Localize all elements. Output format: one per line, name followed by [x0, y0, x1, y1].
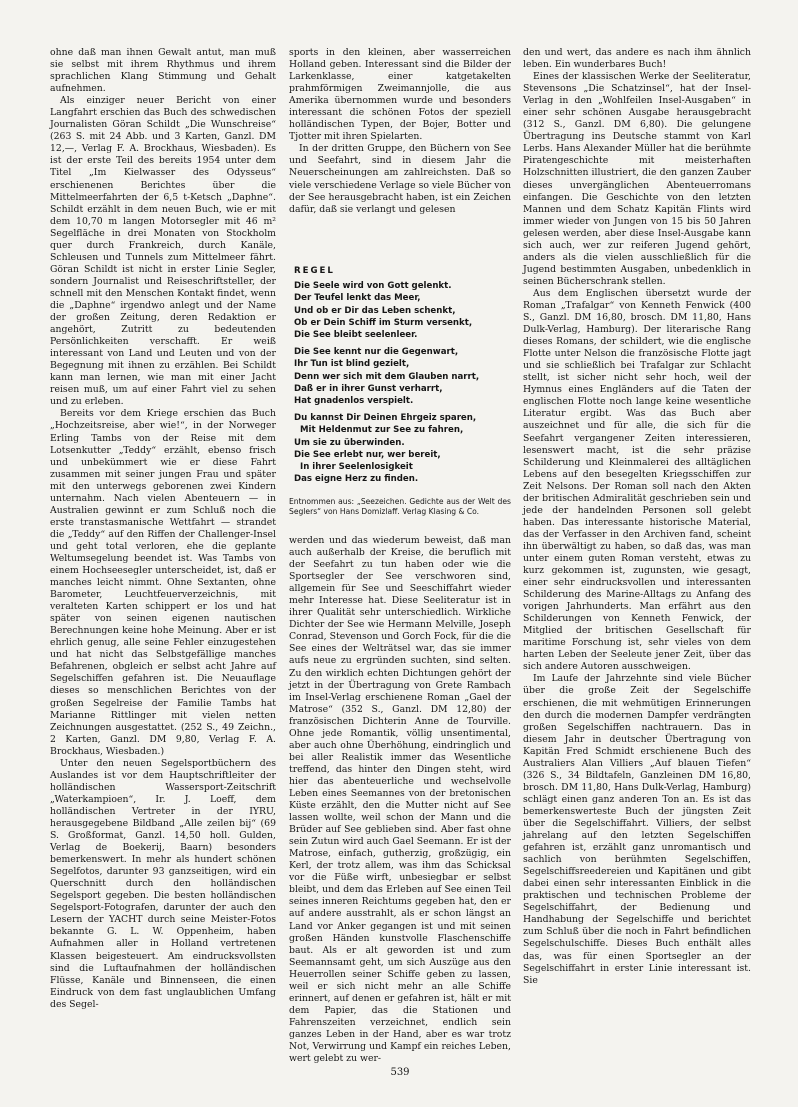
poem-line: Die See erlebt nur, wer bereit, — [294, 449, 441, 460]
poem-line: Denn wer sich mit dem Glauben narrt, — [294, 371, 480, 382]
poem-line: Die See kennt nur die Gegenwart, — [294, 347, 459, 358]
paragraph: Als einziger neuer Bericht von einer Langfahrt erschien das Buch des schwedischen Journalisten Göran Schildt „Die Wunschreise“ (263 S. mit 24 Abb. und 3 Karten, Ganzl. DM 12,—, Verlag F. A. Brockhaus, Wiesbaden). Es ist der erste Teil des bereits 1954 unter dem Titel „Im Kielwasser des Odysseus“ erschienenen Berichtes über die Mittelmeerfahrten der 6,5 t-Ketsch „Daphne“. Schildt erzählt in dem neuen Buch, wie er mit dem 10,70 m langen Motorsegler mit 46 m² Segelfläche in drei Monaten von Stockholm quer durch Frankreich, durch Kanäle, Schleusen und Tunnels zum Mittelmeer fährt. Göran Schildt ist nicht in erster Linie Segler, sondern Journalist und Reiseschriftsteller, der schnell mit den Menschen Kontakt findet, wenn die „Daphne“ irgendwo anlegt und der Name der großen Zeitung, deren Redaktion er angehört, Zutritt zu bedeutenden Persönlichkeiten verschafft. Er weiß interessant von Land und Leuten und von der Begegnung mit ihnen zu erzählen. Bei Schildt kann man lernen, wie man mit einer Jacht reisen muß, um auf einer Fahrt viel zu sehen und zu erleben. — [50, 95, 276, 408]
poem-line: Daß er in ihrer Gunst verharrt, — [294, 383, 443, 394]
paragraph: werden und das wiederum beweist, daß man auch außerhalb der Kreise, die beruflich mit der Seefahrt zu tun haben oder wie die Sportsegler der See verschworen sind, allgemein für See und Seeschiffahrt wieder mehr Interesse hat. Diese Seeliteratur ist in ihrer Qualität sehr unterschiedlich. Wirkliche Dichter der See wie Hermann Melville, Joseph Conrad, Stevenson und Gorch Fock, für die die See eines der Welträtsel war, das sie immer aufs neue zu ergründen suchten, sind selten. Zu den wirklich echten Dichtungen gehört der jetzt in der Übertragung von Grete Rambach im Insel-Verlag erschienene Roman „Gael der Matrose“ (352 S., Ganzl. DM 12,80) der französischen Dichterin Anne de Tourville. Ohne jede Romantik, völlig unsentimental, aber auch ohne Überhöhung, eindringlich und bei aller Realistik immer das Wesentliche treffend, das hinter den Dingen steht, wird hier das abenteuerliche und wechselvolle Leben eines Seemannes von der bretonischen Küste erzählt, den die Mutter nicht auf See lassen wollte, weil schon der Mann und die Brüder auf See geblieben sind. Aber fast ohne sein Zutun wird auch Gael Seemann. Er ist der Matrose, einfach, gutherzig, großzügig, ein Kerl, der trotz allem, was ihm das Schicksal vor die Füße wirft, unbesiegbar er selbst bleibt, und dem das Erleben auf See einen Teil seines inneren Reichtums gegeben hat, den er auf andere ausstrahlt, als er schon längst an Land vor Anker gegangen ist und mit seinen großen Händen kunstvolle Flaschenschiffe baut. Als er alt geworden ist und zum Seemannsamt geht, um sich Auszüge aus den Heuerrollen seiner Schiffe geben zu lassen, weil er sich nicht mehr an alle Schiffe erinnert, auf denen er gefahren ist, hält er mit dem Papier, das die Stationen und Fahrenszeiten verzeichnet, endlich sein ganzes Leben in der Hand, aber es war trotz Not, Verwirrung und Kampf ein reiches Leben, wert gelebt zu wer- — [289, 535, 511, 1065]
poem-line: Das eigne Herz zu finden. — [294, 474, 419, 485]
poem-line: Um sie zu überwinden. — [294, 437, 405, 448]
paragraph: Eines der klassischen Werke der Seeliteratur, Stevensons „Die Schatzinsel“, hat der Insel-Verlag in den „Wohlfeilen Insel-Ausgaben“ in einer sehr schönen Ausgabe herausgebracht (312 S., Ganzl. DM 6,80). Die gelungene Übertragung ins Deutsche stammt von Karl Lerbs. Hans Alexander Müller hat die berühmte Piratengeschichte mit meisterhaften Holzschnitten illustriert, die den ganzen Zauber dieses unvergänglichen Abenteuerromans einfangen. Die Geschichte von den letzten Mannen und dem Schatz Kapitän Flints wird immer wieder von Jungen von 15 bis 50 Jahren gelesen werden, aber diese Insel-Ausgabe kann sich auch, wer zur reiferen Jugend gehört, anders als die vielen ausschließlich für die Jugend bestimmten Ausgaben, unbedenklich in seinen Bücherschrank stellen. — [523, 71, 751, 287]
poem-line: Ob er Dein Schiff im Sturm versenkt, — [294, 317, 473, 328]
poem-line: Du kannst Dir Deinen Ehrgeiz sparen, — [294, 413, 477, 424]
paragraph: Aus dem Englischen übersetzt wurde der Roman „Trafalgar“ von Kenneth Fenwick (400 S., Ganzl. DM 16,80, brosch. DM 11,80, Hans Dulk-Verlag, Hamburg). Der literarische Rang dieses Romans, der schildert, wie die englische Flotte unter Nelson die französische Flotte jagt und sie schließlich bei Trafalgar zur Schlacht stellt, ist sicher nicht sehr hoch, weil der Hymnus eines Engländers auf die Taten der englischen Flotte noch lange keine wesentliche Literatur ergibt. Was das Buch aber auszeichnet und für alle, die sich für die Seefahrt vergangener Zeiten interessieren, lesenswert macht, ist die sehr präzise Schilderung und Kleinmalerei des alltäglichen Lebens auf den besegelten Kriegsschiffen zur Zeit Nelsons. Der Roman soll nach den Akten der britischen Admiralität geschrieben sein und jede der handelnden Personen soll gelebt haben. Das interessante historische Material, das der Verfasser in den Archiven fand, scheint ihn überwältigt zu haben, so daß das, was man unter einem guten Roman versteht, etwas zu kurz gekommen ist, zugunsten, wie gesagt, einer sehr eindrucksvollen und interessanten Schilderung des Marine-Alltags zu Anfang des vorigen Jahrhunderts. Man erfährt aus den Schilderungen von Kenneth Fenwick, der Mitglied der britischen Gesellschaft für maritime Forschung ist, sehr vieles von dem harten Leben der Seeleute jener Zeit, über das sich andere Autoren ausschweigen. — [523, 287, 751, 673]
paragraph: Bereits vor dem Kriege erschien das Buch „Hochzeitsreise, aber wie!“, in der Norweger Erling Tambs von der Reise mit dem Lotsenkutter „Teddy“ erzählt, ebenso frisch und unbekümmert wie er diese Fahrt zusammen mit seiner jungen Frau und später mit den unterwegs geborenen zwei Kindern unternahm. Nach vielen Abenteuern — in Australien gewinnt er zum Schluß noch die erste transtasmanische Wettfahrt — strandet die „Teddy“ auf den Riffen der Challenger-Insel und geht total verloren, ehe die geplante Weltumsegelung beendet ist. Was Tambs von einem Hochseesegler unterscheidet, ist, daß er manches leicht nimmt. Ohne Sextanten, ohne Barometer, Leuchtfeuerverzeichnis, mit veralteten Karten schippert er los und hat später von seinen eigenen nautischen Berechnungen keine hohe Meinung. Aber er ist ehrlich genug, alle seine Fehler einzugestehen und hat nicht das Selbstgefällige manches Befahrenen, obgleich er selbst acht Jahre auf Segelschiffen gefahren ist. Die Neuauflage dieses so menschlichen Berichtes von der großen Segelreise der Familie Tambs hat Marianne Rittlinger mit vielen netten Zeichnungen ausgestattet. (252 S., 49 Zeichn., 2 Karten, Ganzl. DM 9,80, Verlag F. A. Brockhaus, Wiesbaden.) — [50, 408, 276, 757]
poem-line: Ihr Tun ist blind gezielt, — [294, 359, 410, 370]
poem-stanza — [294, 280, 506, 341]
paragraph: Unter den neuen Segelsportbüchern des Auslandes ist vor dem Hauptschriftleiter der holländischen Wassersport-Zeitschrift „Waterkampioen“, Ir. J. Loeff, dem holländischen Vertreter in der IYRU, herausgegebene Bildband „Alle zeilen bij“ (69 S. Großformat, Ganzl. 14,50 holl. Gulden, Verlag de Boekerij, Baarn) besonders bemerkenswert. In mehr als hundert schönen Segelfotos, darunter 93 ganzseitigen, wird ein Querschnitt durch den holländischen Segelsport gegeben. Die besten holländischen Segelsport-Fotografen, darunter der auch den Lesern der YACHT durch seine Meister-Fotos bekannte G. L. W. Oppenheim, haben Aufnahmen aller in Holland vertretenen Klassen beigesteuert. Am eindrucksvollsten sind die Luftaufnahmen der holländischen Flüsse, Kanäle und Binnenseen, die einen Eindruck von dem fast unglaublichen Umfang des Segel- — [50, 757, 276, 1010]
paragraph: In der dritten Gruppe, den Büchern von See und Seefahrt, sind in diesem Jahr die Neuerscheinungen am zahlreichsten. Daß so viele verschiedene Verlage so viele Bücher von der See herausgebracht haben, ist ein Zeichen dafür, daß sie verlangt und gelesen — [289, 143, 511, 215]
poem-box — [294, 265, 506, 497]
column-2-lower — [289, 535, 511, 1065]
page-number: 539 — [390, 1067, 410, 1078]
poem-line: Die See bleibt seelenleer. — [294, 330, 418, 341]
paragraph: sports in den kleinen, aber wasserreichen Holland geben. Interessant sind die Bilder der Larkenklasse, einer katgetakelten prahmförmigen Zweimannjolle, die aus Amerika übernommen wurde und besonders interessant die schönen Fotos der speziell holländischen Typen, der Bojer, Botter und Tjotter mit ihren Spielarten. — [289, 47, 511, 143]
paragraph: den und wert, das andere es nach ihm ähnlich leben. Ein wunderbares Buch! — [523, 47, 751, 71]
poem-line: Der Teufel lenkt das Meer, — [294, 293, 421, 304]
column-2-upper — [289, 47, 511, 251]
poem-line: Hat gnadenlos verspielt. — [294, 396, 414, 407]
poem-source: Entnommen aus: „Seezeichen. Gedichte aus der Welt des Seglers“ von Hans Domizlaff. Verlag Klasing & Co. — [289, 497, 511, 516]
column-3 — [523, 47, 751, 1053]
poem-line: Die Seele wird von Gott gelenkt. — [294, 281, 452, 292]
poem-stanza — [294, 346, 506, 407]
poem-line: Und ob er Dir das Leben schenkt, — [294, 305, 456, 316]
column-2 — [289, 47, 511, 1065]
paragraph: ohne daß man ihnen Gewalt antut, man muß sie selbst mit ihrem Rhythmus und ihrem sprachlichen Klang Stimmung und Gehalt aufnehmen. — [50, 47, 276, 95]
poem-stanza — [294, 412, 506, 485]
column-1 — [50, 47, 276, 1053]
poem-line: In ihrer Seelenlosigkeit — [300, 462, 413, 473]
paragraph: Im Laufe der Jahrzehnte sind viele Bücher über die große Zeit der Segelschiffe erschienen, die mit wehmütigen Erinnerungen den durch die modernen Dampfer verdrängten großen Segelschiffen nachtrauern. Das in diesem Jahr in deutscher Übertragung von Kapitän Fred Schmidt erschienene Buch des Australiers Alan Villiers „Auf blauen Tiefen“ (326 S., 34 Bildtafeln, Ganzleinen DM 16,80, brosch. DM 11,80, Hans Dulk-Verlag, Hamburg) schlägt einen ganz anderen Ton an. Es ist das bemerkenswerteste Buch der jüngsten Zeit über die Segelschiffahrt. Villiers, der selbst jahrelang auf den letzten Segelschiffen gefahren ist, erzählt ganz unromantisch und sachlich von berühmten Segelschiffen, Segelschiffsreedereien und Kapitänen und gibt dabei einen sehr interessanten Einblick in die praktischen und technischen Probleme der Segelschiffahrt, der Bedienung und Handhabung der Segelschiffe und berichtet zum Schluß über die noch in Fahrt befindlichen Segelschulschiffe. Dieses Buch enthält alles das, was für einen Sportsegler an der Segelschiffahrt in erster Linie interessant ist. Sie — [523, 673, 751, 986]
poem-title: REGEL — [294, 266, 335, 276]
poem-line: Mit Heldenmut zur See zu fahren, — [300, 425, 464, 436]
